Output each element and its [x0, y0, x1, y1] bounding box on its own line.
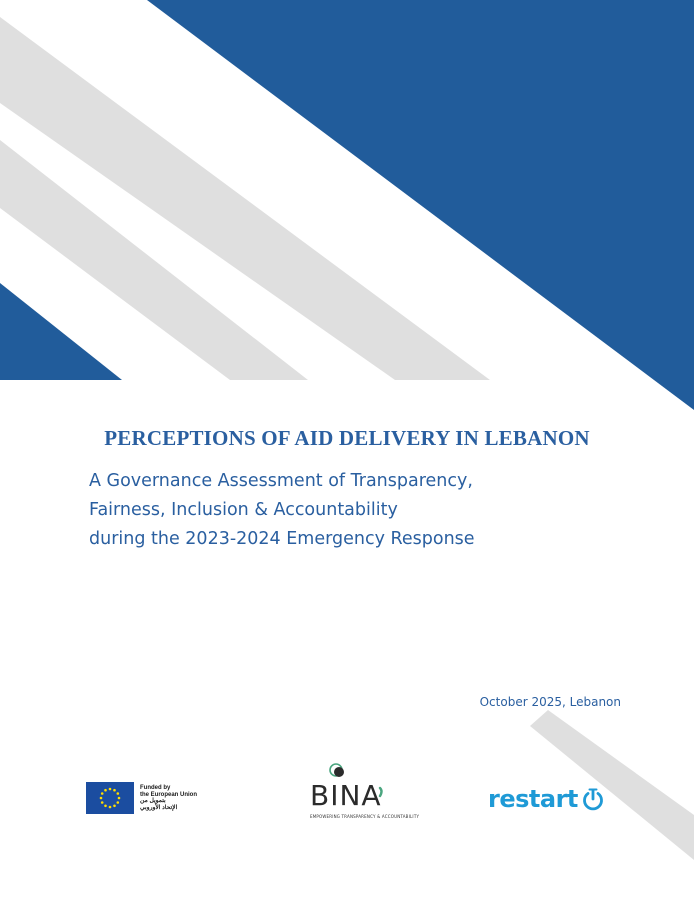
bina-logo — [300, 761, 420, 823]
eu-text-line: the European Union — [140, 791, 197, 798]
restart-wordmark: restart — [488, 785, 578, 813]
subtitle-line: during the 2023-2024 Emergency Response — [89, 529, 475, 549]
report-title: PERCEPTIONS OF AID DELIVERY IN LEBANON — [104, 426, 590, 450]
restart-logo — [488, 782, 606, 816]
eu-text-line: بتمويل من — [140, 798, 166, 804]
power-icon — [580, 787, 606, 813]
blue-corner-shape — [0, 283, 122, 380]
report-subtitle — [89, 467, 475, 554]
eu-text-line: Funded by — [140, 785, 171, 791]
european-union-flag-icon — [86, 782, 134, 814]
eu-funding-text — [140, 785, 197, 811]
subtitle-line: A Governance Assessment of Transparency, — [89, 471, 473, 491]
eu-funding-logo — [86, 781, 197, 815]
bina-tagline: EMPOWERING TRANSPARENCY & ACCOUNTABILITY — [310, 814, 420, 819]
bina-wordmark: BINA — [310, 779, 382, 812]
eu-stars-icon — [86, 782, 134, 814]
subtitle-line: Fairness, Inclusion & Accountability — [89, 500, 398, 520]
eu-text-line: الإتحاد الأوروبي — [140, 804, 178, 811]
publication-date: October 2025, Lebanon — [479, 695, 621, 709]
